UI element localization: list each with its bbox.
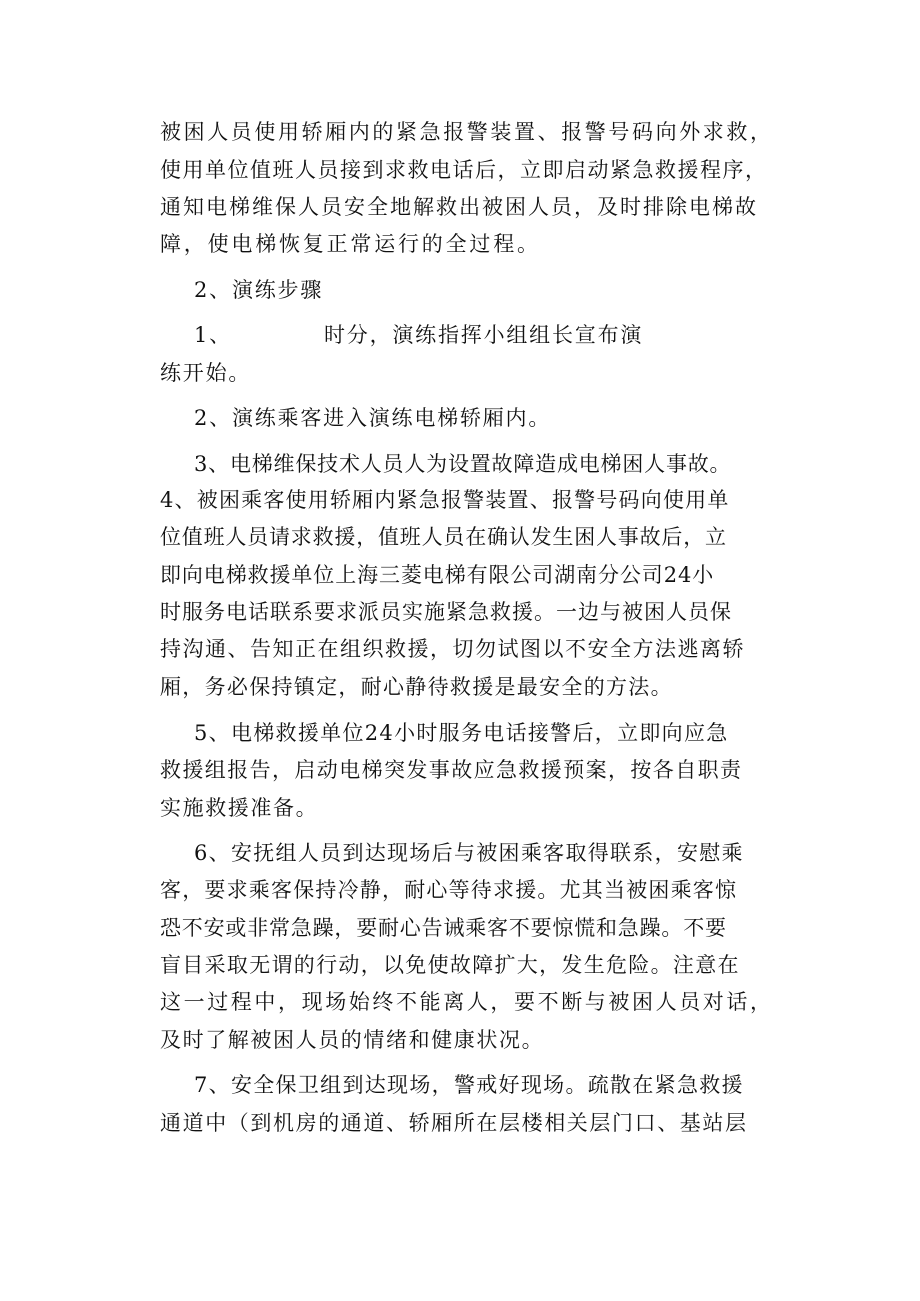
paragraph-line: 厢，务必保持镇定，耐心静待救援是最安全的方法。	[160, 675, 673, 699]
step-line: 2、演练乘客进入演练电梯轿厢内。	[194, 406, 552, 430]
paragraph-line: 客，要求乘客保持冷静，耐心等待求援。尤其当被困乘客惊	[160, 878, 738, 902]
step-number: 1、	[194, 323, 232, 347]
paragraph-line: 障，使电梯恢复正常运行的全过程。	[160, 232, 541, 256]
paragraph-line: 位值班人员请求救援，值班人员在确认发生困人事故后，立	[160, 525, 727, 549]
step-line: 6、安抚组人员到达现场后与被困乘客取得联系，安慰乘	[194, 841, 744, 865]
step-line: 5、电梯救援单位24小时服务电话接警后，立即向应急	[194, 721, 729, 745]
step-text: 时分，演练指挥小组组长宣布演	[323, 323, 644, 347]
step-line: 4、被困乘客使用轿厢内紧急报警装置、报警号码向使用单	[160, 488, 730, 512]
paragraph-line: 被困人员使用轿厢内的紧急报警装置、报警号码向外求救，	[160, 120, 774, 144]
paragraph-line: 通道中（到机房的通道、轿厢所在层楼相关层门口、基站层	[160, 1111, 748, 1135]
paragraph-line: 实施救援准备。	[160, 796, 319, 820]
step-line: 3、电梯维保技术人员人为设置故障造成电梯困人事故。	[194, 452, 732, 476]
step-line: 7、安全保卫组到达现场，警戒好现场。疏散在紧急救援	[194, 1073, 744, 1097]
paragraph-line: 盲目采取无谓的行动，以免使故障扩大，发生危险。注意在	[160, 953, 740, 977]
paragraph-line: 恐不安或非常急躁，要耐心告诫乘客不要惊慌和急躁。不要	[160, 916, 727, 940]
paragraph-line: 持沟通、告知正在组织救援，切勿试图以不安全方法逃离轿	[160, 637, 745, 661]
paragraph-line: 这一过程中，现场始终不能离人，要不断与被困人员对话，	[160, 990, 774, 1014]
section-heading: 2、演练步骤	[194, 278, 324, 302]
paragraph-line: 及时了解被困人员的情绪和健康状况。	[160, 1028, 545, 1052]
paragraph-line: 使用单位值班人员接到求救电话后，立即启动紧急救援程序，	[160, 158, 768, 182]
paragraph-line: 救援组报告，启动电梯突发事故应急救援预案，按各自职责	[160, 758, 743, 782]
paragraph-line: 练开始。	[160, 361, 252, 385]
paragraph-line: 即向电梯救援单位上海三菱电梯有限公司湖南分公司24小	[160, 563, 715, 587]
paragraph-line: 时服务电话联系要求派员实施紧急救援。一边与被困人员保	[160, 600, 732, 624]
paragraph-line: 通知电梯维保人员安全地解救出被困人员，及时排除电梯故	[160, 195, 758, 219]
step-line	[0, 320, 920, 350]
